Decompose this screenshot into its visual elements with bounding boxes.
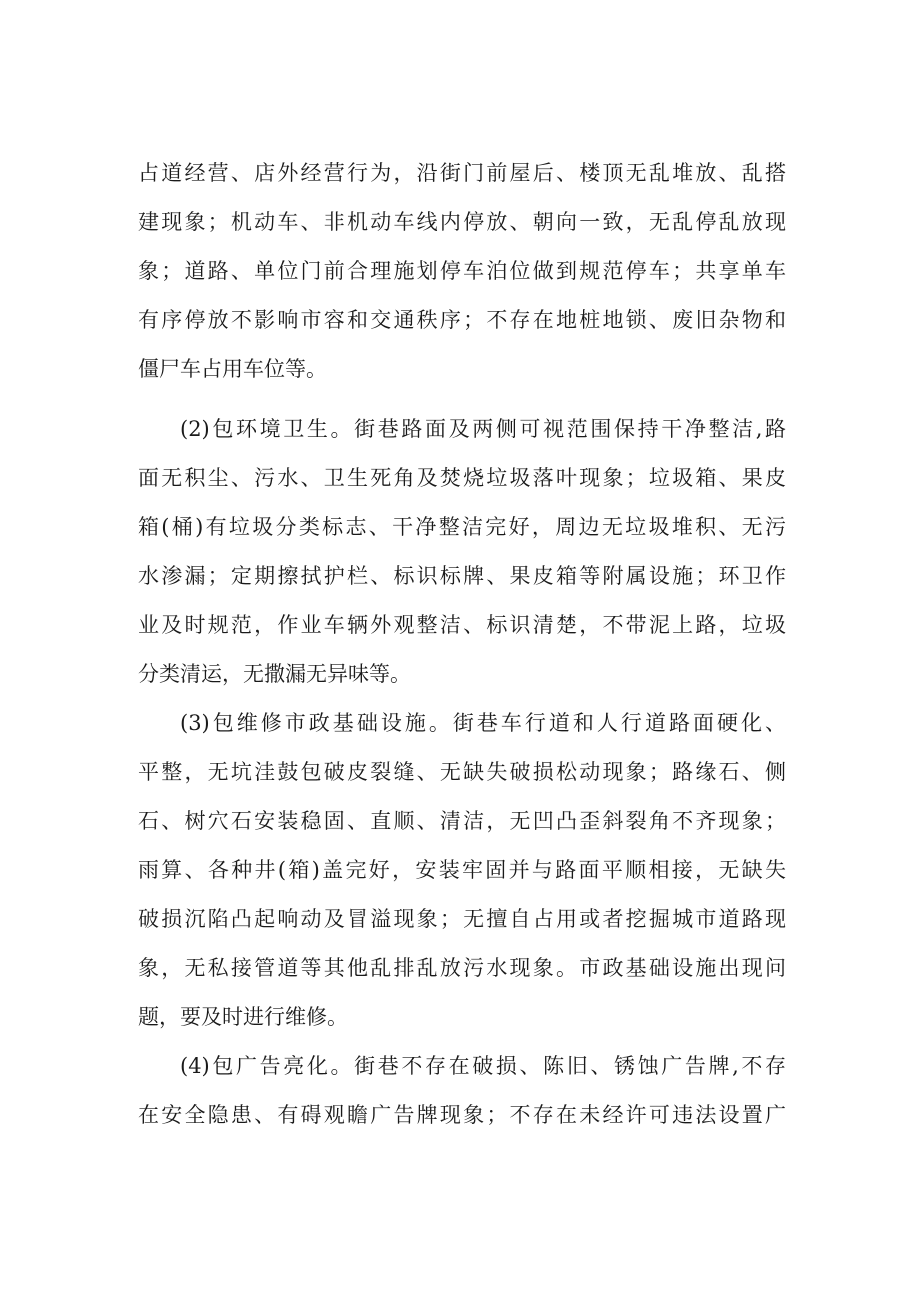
paragraph-line: 雨算、各种井(箱)盖完好，安装牢固并与路面平顺相接，无缺失 [138,858,786,882]
paragraph-line: 石、树穴石安装稳固、直顺、清洁，无凹凸歪斜裂角不齐现象； [138,809,786,833]
paragraph-line: 建现象；机动车、非机动车线内停放、朝向一致，无乱停乱放现 [138,210,786,234]
paragraph-line: 水渗漏；定期擦拭护栏、标识标牌、果皮箱等附属设施；环卫作 [138,564,786,588]
paragraph-line: 破损沉陷凸起响动及冒溢现象；无擅自占用或者挖掘城市道路现 [138,907,786,931]
paragraph-line: 业及时规范，作业车辆外观整洁、标识清楚，不带泥上路，垃圾 [138,613,786,637]
paragraph-line: 在安全隐患、有碍观瞻广告牌现象；不存在未经许可违法设置广 [138,1103,786,1127]
paragraph-line: 面无积尘、污水、卫生死角及焚烧垃圾落叶现象；垃圾箱、果皮 [138,466,786,490]
paragraph-line: 分类清运，无撒漏无异味等。 [138,662,411,686]
paragraph-line: (4)包广告亮化。街巷不存在破损、陈旧、锈蚀广告牌,不存 [180,1054,786,1078]
paragraph-line: 象，无私接管道等其他乱排乱放污水现象。市政基础设施出现问 [138,956,786,980]
paragraph-line: 有序停放不影响市容和交通秩序；不存在地桩地锁、废旧杂物和 [138,308,786,332]
paragraph-line: 占道经营、店外经营行为，沿街门前屋后、楼顶无乱堆放、乱搭 [138,161,786,185]
paragraph-line: (2)包环境卫生。街巷路面及两侧可视范围保持干净整洁,路 [180,417,786,441]
paragraph-line: 箱(桶)有垃圾分类标志、干净整洁完好，周边无垃圾堆积、无污 [138,515,786,539]
paragraph-line: (3)包维修市政基础设施。街巷车行道和人行道路面硬化、 [180,711,786,735]
paragraph-line: 平整，无坑洼鼓包破皮裂缝、无缺失破损松动现象；路缘石、侧 [138,760,786,784]
paragraph-line: 题，要及时进行维修。 [138,1005,348,1029]
paragraph-line: 象；道路、单位门前合理施划停车泊位做到规范停车；共享单车 [138,259,786,283]
paragraph-line: 僵尸车占用车位等。 [138,357,327,381]
